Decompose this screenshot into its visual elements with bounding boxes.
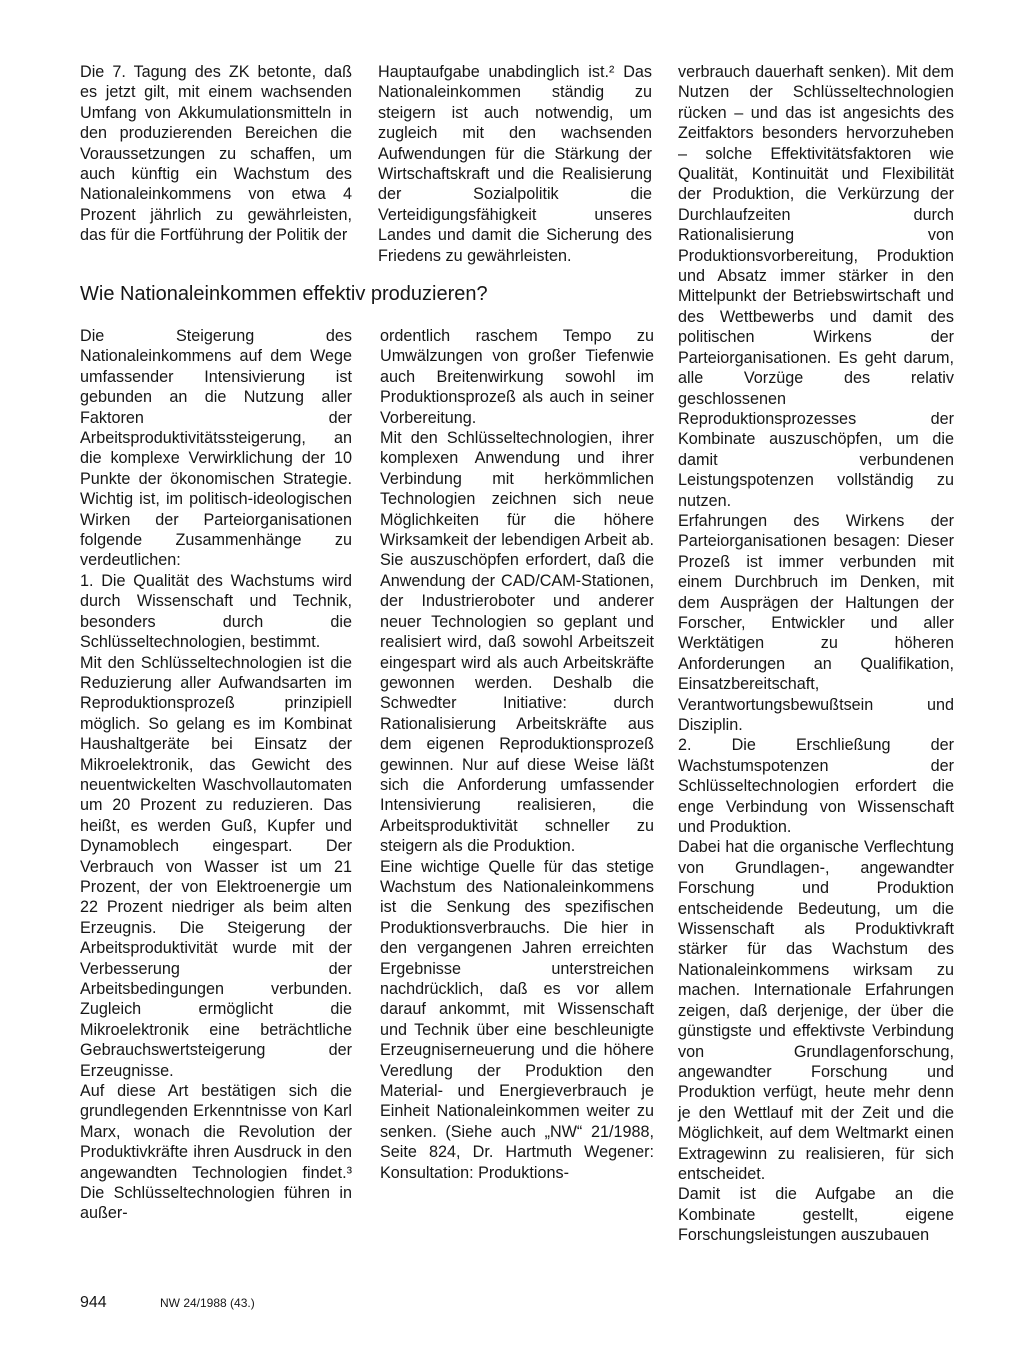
column-1-bottom bbox=[80, 326, 352, 1224]
paragraph: verbrauch dauerhaft senken). Mit dem Nutzen der Schlüsseltechnologien rücken – und das ist angesichts des Zeitfaktors besonders hervorzuheben – solche Effektivitätsfaktoren wie Qualität, Kontinuität und Flexibilität der Produktion, die Verkürzung der Durchlaufzeiten durch Rationalisierung von Produktionsvorbereitung, Produktion und Absatz immer stärker in den Mittelpunkt der Betriebswirtschaft und des Wettbewerbs und damit des politischen Wirkens der Parteiorganisationen. Es geht darum, alle Vorzüge des relativ geschlossenen Reproduktionsprozesses der Kombinate auszuschöpfen, um die damit verbundenen Leistungspotenzen vollständig zu nutzen. bbox=[678, 63, 954, 510]
column-3 bbox=[678, 62, 954, 1246]
column-2-top bbox=[378, 62, 652, 266]
issue-reference: NW 24/1988 (43.) bbox=[160, 1296, 255, 1310]
paragraph: Mit den Schlüsseltechnologien, ihrer komplexen Anwendung und ihrer Verbindung mit herkömmlichen Technologien zeichnen sich neue Möglichkeiten für die höhere Wirksamkeit der lebendigen Arbeit ab. Sie auszuschöpfen erfordert, daß die Anwendung der CAD/CAM-Stationen, der Industrieroboter und anderer neuer Technologien so geplant und realisiert wird, daß sowohl Arbeitszeit eingespart wird als auch Arbeitskräfte gewonnen werden. Deshalb die Schwedter Initiative: durch Rationalisierung Arbeitskräfte aus dem eigenen Reproduktionsprozeß gewinnen. Nur auf diese Weise läßt sich die Anforderung umfassender Intensivierung realisieren, die Arbeitsproduktivität schneller zu steigern als die Produktion. bbox=[380, 429, 654, 856]
paragraph: ordentlich raschem Tempo zu Umwälzungen von großer Tiefenwie auch Breitenwirkung sowohl im Produktionsprozeß als auch in seiner Vorbereitung. bbox=[380, 327, 654, 427]
section-heading: Wie Nationaleinkommen effektiv produzieren? bbox=[80, 283, 488, 305]
paragraph: Die Steigerung des Nationaleinkommens auf dem Wege umfassender Intensivierung ist gebunden an die Nutzung aller Faktoren der Arbeitsproduktivitätssteigerung, an die komplexe Verwirklichung der 10 Punkte der ökonomischen Strategie. Wichtig ist, im politisch-ideologischen Wirken der Parteiorganisationen folgende Zusammenhänge zu verdeutlichen: bbox=[80, 327, 352, 570]
paragraph: Hauptaufgabe unabdinglich ist.² Das Nationaleinkommen ständig zu steigern ist auch notwendig, um zugleich mit den wachsenden Aufwendungen für die Stärkung der Wirtschaftskraft und die Realisierung der Sozialpolitik die Verteidigungsfähigkeit unseres Landes und damit die Sicherung des Friedens zu gewährleisten. bbox=[378, 63, 652, 265]
paragraph: Die 7. Tagung des ZK betonte, daß es jetzt gilt, mit einem wachsenden Umfang von Akkumulationsmitteln in den produzierenden Bereichen die Voraussetzungen zu schaffen, um auch künftig ein Wachstum des Nationaleinkommens von etwa 4 Prozent jährlich zu gewährleisten, das für die Fortführung der Politik der bbox=[80, 63, 352, 245]
paragraph: Dabei hat die organische Verflechtung von Grundlagen-, angewandter Forschung und Produktion entscheidende Bedeutung, um die Wissenschaft als Produktivkraft stärker für das Wachstum des Nationaleinkommens wirksam zu machen. Internationale Erfahrungen zeigen, daß derjenige, der über die günstigste und effektivste Verbindung von Grundlagenforschung, angewandter Forschung und Produktion verfügt, heute mehr denn je den Wettlauf mit der Zeit und die Möglichkeit, auf dem Weltmarkt einen Extragewinn zu realisieren, für sich entscheidet. bbox=[678, 838, 954, 1183]
paragraph: Damit ist die Aufgabe an die Kombinate gestellt, eigene Forschungsleistungen auszubauen bbox=[678, 1185, 954, 1245]
column-1-top bbox=[80, 62, 352, 246]
paragraph: 1. Die Qualität des Wachstums wird durch Wissenschaft und Technik, besonders durch die Schlüsseltechnologien, bestimmt. bbox=[80, 571, 352, 652]
paragraph: Erfahrungen des Wirkens der Parteiorganisationen besagen: Dieser Prozeß ist immer verbunden mit einem Durchbruch im Denken, mit dem Ausprägen der Haltungen der Forscher, Entwickler und aller Werktätigen zu höheren Anforderungen an Qualifikation, Einsatzbereitschaft, Verantwortungsbewußtsein und Disziplin. bbox=[678, 511, 954, 734]
paragraph: Auf diese Art bestätigen sich die grundlegenden Erkenntnisse von Karl Marx, wonach die Revolution der Produktivkräfte ihren Ausdruck in den angewandten Technologien findet.³ Die Schlüsseltechnologien führen in außer- bbox=[80, 1082, 352, 1223]
column-2-bottom bbox=[380, 326, 654, 1183]
paragraph: 2. Die Erschließung der Wachstumspotenzen der Schlüsseltechnologien erfordert die enge Verbindung von Wissenschaft und Produktion. bbox=[678, 736, 954, 837]
page-number: 944 bbox=[80, 1294, 107, 1311]
paragraph: Mit den Schlüsseltechnologien ist die Reduzierung aller Aufwandsarten im Reproduktionsprozeß prinzipiell möglich. So gelang es im Kombinat Haushaltgeräte bei Einsatz der Mikroelektronik, das Gewicht des neuentwickelten Waschvollautomaten um 20 Prozent zu reduzieren. Das heißt, es werden Guß, Kupfer und Dynamoblech eingespart. Der Verbrauch von Wasser ist um 21 Prozent, der von Elektroenergie um 22 Prozent niedriger als beim alten Erzeugnis. Die Steigerung der Arbeitsproduktivität wurde mit der Verbesserung der Arbeitsbedingungen verbunden. Zugleich ermöglicht die Mikroelektronik eine beträchtliche Gebrauchswertsteigerung der Erzeugnisse. bbox=[80, 653, 352, 1080]
paragraph: Eine wichtige Quelle für das stetige Wachstum des Nationaleinkommens ist die Senkung des spezifischen Produktionsverbrauchs. Die hier in den vergangenen Jahren erreichten Ergebnisse unterstreichen nachdrücklich, daß es vor allem darauf ankommt, mit Wissenschaft und Technik über eine beschleunigte Erzeugniserneuerung und die höhere Veredlung der Produktion den Material- und Energieverbrauch je Einheit Nationaleinkommen weiter zu senken. (Siehe auch „NW“ 21/1988, Seite 824, Dr. Hartmuth Wegener: Konsultation: Produktions- bbox=[380, 857, 654, 1182]
